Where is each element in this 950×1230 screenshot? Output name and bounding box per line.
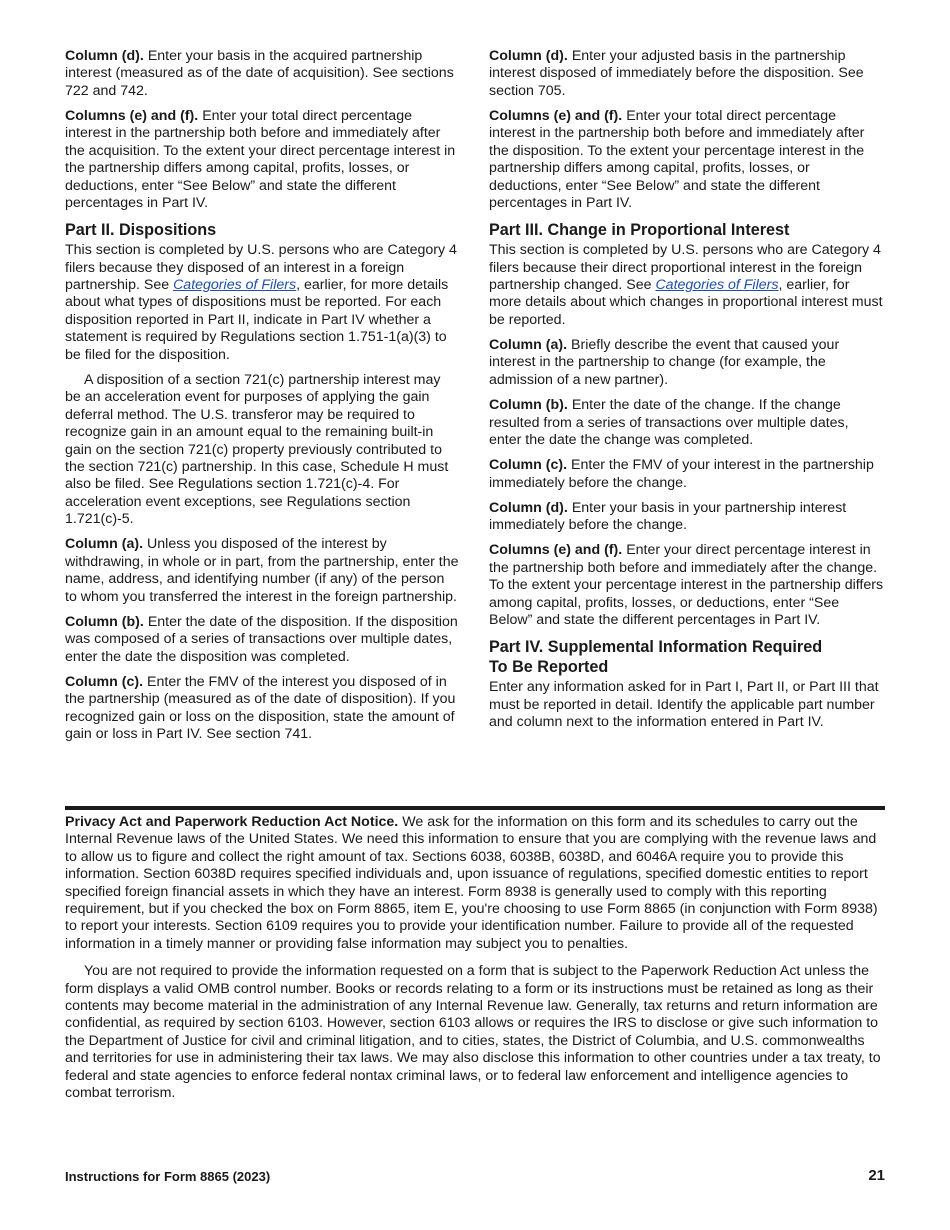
- part-ii-heading: Part II. Dispositions: [65, 221, 217, 240]
- columns-e-f-paragraph: [489, 542, 884, 629]
- column-b-paragraph: [65, 614, 460, 666]
- acceleration-event-paragraph: A disposition of a section 721(c) partnership interest may be an acceleration event for purposes of applying the gain deferral method. The U.S. transferor may be required to recognize gain in an amount equal to the remaining built-in gain on the section 721(c) property previously contributed to the section 721(c) partnership. In this case, Schedule H must also be filed. See Regulations section 1.721(c)-4. For acceleration event exceptions, see Regulations section 1.721(c)-5.: [65, 371, 449, 528]
- paragraph-text: Enter your basis in the acquired partnership interest (measured as of the date of acquisition). See sections 722 and 742.: [65, 48, 454, 99]
- paragraph-text: Enter your basis in your partnership interest immediately before the change.: [489, 499, 847, 534]
- footer-title: Instructions for Form 8865 (2023): [65, 1169, 271, 1184]
- privacy-paragraph: [65, 814, 885, 953]
- privacy-notice: [65, 814, 885, 1113]
- paragraph-text: Enter the FMV of the interest you disposed of in the partnership (measured as of the date of disposition). If you recognized gain or loss on the disposition, state the amount of gain or loss in Part IV. See section 741.: [65, 673, 456, 742]
- paragraph-lead: Column (a).: [65, 536, 144, 553]
- paragraph-lead: Column (d).: [65, 48, 144, 64]
- paragraph-text: This section is completed by U.S. persons who are Category 4 filers because their direct proportional interest in the foreign partnership changed. See: [489, 242, 881, 294]
- column-b-paragraph: [489, 397, 884, 449]
- page-number: 21: [868, 1167, 885, 1184]
- column-d-paragraph: [489, 48, 884, 100]
- part-iv-heading: [489, 637, 884, 677]
- paragraph-lead: Column (d).: [489, 48, 568, 64]
- section-divider: [65, 806, 885, 810]
- column-d-paragraph: [489, 500, 884, 535]
- paragraph-lead: Columns (e) and (f).: [489, 108, 623, 125]
- paragraph-text: Enter your total direct percentage interest in the partnership both before and immediately after the disposition. To the extent your percentage interest in the partnership differs among capital, profits, losses, or deductions, enter “See Below” and state the different percentages in Part IV.: [489, 108, 865, 212]
- paragraph-text: Enter the FMV of your interest in the partnership immediately before the change.: [489, 457, 874, 491]
- paragraph-lead: Column (c).: [65, 673, 144, 690]
- paragraph-text: Enter your total direct percentage interest in the partnership both before and immediately after the acquisition. To the extent your direct percentage interest in the partnership differs among capital, profits, losses, or deductions, enter “See Below” and state the different percentages in Part IV.: [65, 108, 456, 212]
- paragraph-text: Unless you disposed of the interest by withdrawing, in whole or in part, from the partnership, enter the name, address, and identifying number (if any) of the person to whom you transferred the interest in the foreign partnership.: [65, 536, 459, 605]
- columns-e-f-paragraph: [489, 108, 884, 212]
- paragraph-lead: Column (d).: [489, 499, 568, 516]
- part-iv-text: Enter any information asked for in Part I, Part II, or Part III that must be reported in detail. Identify the applicable part number and column next to the information entered in Part IV.: [489, 679, 879, 730]
- column-c-paragraph: [489, 457, 884, 492]
- right-column: [489, 48, 884, 739]
- paragraph-lead: Column (b).: [489, 397, 568, 414]
- paragraph-text: Enter your direct percentage interest in the partnership both before and immediately after the change. To the extent your percentage interest in the partnership differs among capital, profits, losses, or deductions, enter “See Below” and state the different percentages in Part IV.: [489, 542, 884, 628]
- column-c-paragraph: [65, 674, 460, 744]
- part-ii-intro: [65, 242, 460, 364]
- column-a-paragraph: [65, 536, 460, 606]
- paragraph-text: Enter your adjusted basis in the partnership interest disposed of immediately before the disposition. See section 705.: [489, 48, 864, 99]
- paragraph-text: This section is completed by U.S. persons who are Category 4 filers because they disposed of an interest in a foreign partnership. See: [65, 242, 457, 294]
- paragraph-text: , earlier, for more details about what types of dispositions must be reported. For each disposition reported in Part II, indicate in Part IV whether a statement is required by Regulations section 1.751-1(a)(3) to be filed for the disposition.: [65, 277, 449, 363]
- columns-e-f-paragraph: [65, 108, 460, 212]
- part-iii-intro: [489, 242, 884, 329]
- part-iv-heading-line2: To Be Reported: [489, 658, 609, 677]
- column-a-paragraph: [489, 337, 884, 389]
- paragraph-text: , earlier, for more details about which changes in proportional interest must be reported.: [489, 277, 883, 328]
- paragraph-text: Enter the date of the disposition. If the disposition was composed of a series of transactions over multiple dates, enter the date the disposition was completed.: [65, 613, 458, 665]
- paragraph-lead: Columns (e) and (f).: [489, 542, 623, 559]
- paragraph-lead: Column (c).: [489, 457, 568, 474]
- part-iv-heading-line1: Part IV. Supplemental Information Required: [489, 638, 823, 657]
- paragraph-lead: Columns (e) and (f).: [65, 108, 199, 125]
- categories-of-filers-link[interactable]: Categories of Filers: [655, 277, 779, 294]
- part-iii-heading: Part III. Change in Proportional Interest: [489, 221, 790, 240]
- column-d-paragraph: [65, 48, 460, 100]
- paragraph-text: Briefly describe the event that caused your interest in the partnership to change (for example, the admission of a new partner).: [489, 337, 840, 388]
- privacy-lead: Privacy Act and Paperwork Reduction Act Notice.: [65, 814, 399, 830]
- categories-of-filers-link[interactable]: Categories of Filers: [173, 277, 297, 294]
- paragraph-lead: Column (b).: [65, 613, 144, 630]
- paragraph-text: Enter the date of the change. If the change resulted from a series of transactions over multiple dates, enter the date the change was completed.: [489, 397, 849, 448]
- paragraph-lead: Column (a).: [489, 337, 568, 354]
- paperwork-paragraph: You are not required to provide the information requested on a form that is subject to the Paperwork Reduction Act unless the form displays a valid OMB control number. Books or records relating to a form or its instructions must be retained as long as their contents may become material in the administration of any Internal Revenue law. Generally, tax returns and return information are confidential, as required by section 6103. However, section 6103 allows or requires the IRS to disclose or give such information to the Department of Justice for civil and criminal litigation, and to cities, states, the District of Columbia, and U.S. commonwealths and territories for use in administering their tax laws. We may also disclose this information to other countries under a tax treaty, to federal and state agencies to enforce federal nontax criminal laws, or to federal law enforcement and intelligence agencies to combat terrorism.: [65, 963, 881, 1102]
- paragraph-text: We ask for the information on this form and its schedules to carry out the Internal Revenue laws of the United States. We need this information to ensure that you are complying with the revenue laws and to allow us to figure and collect the right amount of tax. Sections 6038, 6038B, 6038D, and 6046A require you to provide this information. Section 6038D requires specified individuals and, upon issuance of regulations, specified domestic entities to report specified foreign financial assets in which they have an interest. Form 8938 is generally used to comply with this reporting requirement, but if you checked the box on Form 8865, item E, you're choosing to use Form 8865 (in conjunction with Form 8938) to report your interests. Section 6109 requires you to provide your identification number. Failure to provide all of the requested information in a timely manner or providing false information may subject you to penalties.: [65, 814, 878, 952]
- left-column: [65, 48, 460, 751]
